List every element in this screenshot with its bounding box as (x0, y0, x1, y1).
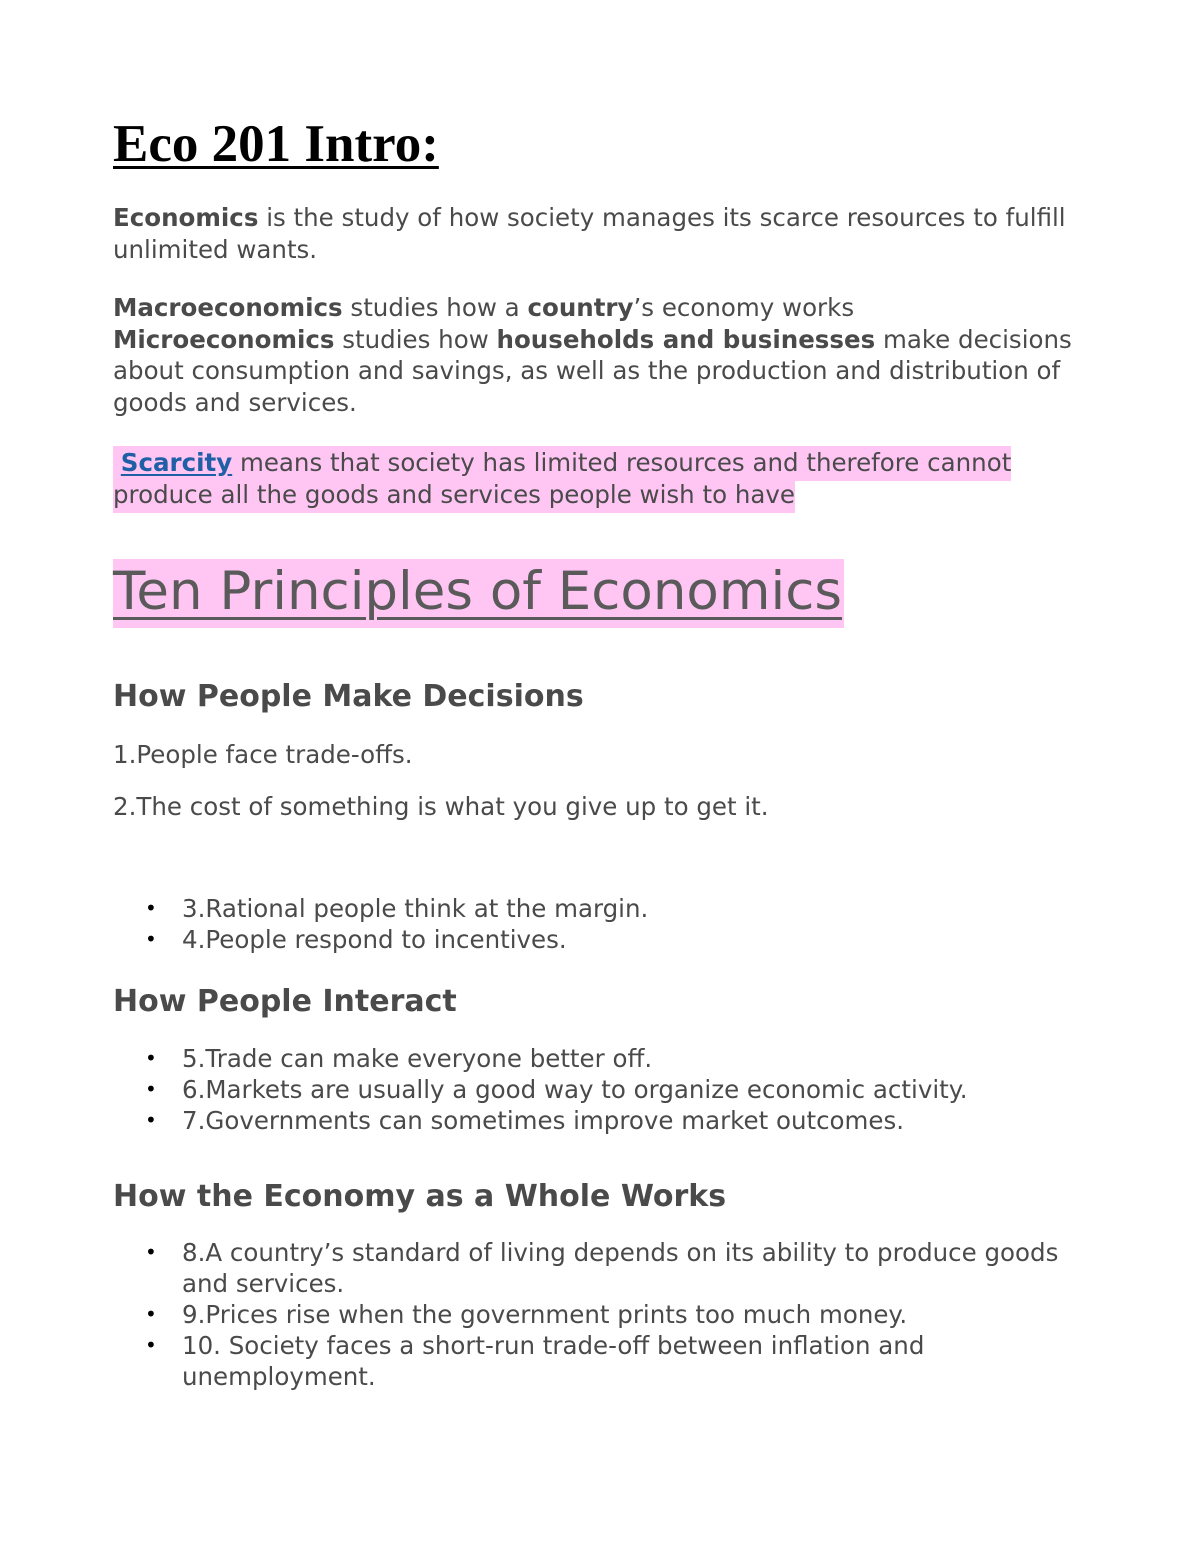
list-item (113, 1299, 1088, 1330)
scarcity-highlight (113, 446, 1011, 513)
bullet-icon: • (145, 927, 157, 951)
group-heading-decisions: How People Make Decisions (113, 679, 584, 714)
principle-2: 2.The cost of something is what you give up to get it. (113, 792, 769, 821)
section-title-text: Ten Principles of Economics (113, 559, 844, 628)
section-title (113, 558, 844, 626)
list-item (113, 924, 1088, 955)
list-item (113, 1237, 1088, 1299)
bullet-icon: • (145, 1077, 157, 1101)
micro-text-a: studies how (334, 324, 497, 354)
macro-micro-definitions (113, 292, 1088, 418)
principle-1: 1.People face trade-offs. (113, 740, 413, 769)
list-item (113, 1074, 1088, 1105)
country-term: country (527, 293, 634, 322)
principle-5: 5.Trade can make everyone better off. (182, 1044, 653, 1073)
principle-9: 9.Prices rise when the government prints too much money. (182, 1300, 908, 1329)
list-item (113, 893, 1088, 924)
bullet-icon: • (145, 1046, 157, 1070)
macro-text-a: studies how a (342, 293, 528, 322)
document-title: Eco 201 Intro: (113, 115, 439, 173)
group-heading-interact: How People Interact (113, 984, 457, 1019)
list-item (113, 1043, 1088, 1074)
principle-4: 4.People respond to incentives. (182, 925, 567, 954)
micro-text-b: make decisions about consumption and savings, as well as the production and distribution of goods and services. (113, 324, 1072, 417)
list-item (113, 1330, 1088, 1392)
economics-term: Economics (113, 203, 259, 232)
principle-7: 7.Governments can sometimes improve market outcomes. (182, 1106, 905, 1135)
scarcity-definition (113, 447, 1088, 510)
scarcity-link[interactable]: Scarcity (120, 448, 233, 477)
bullet-icon: • (145, 1302, 157, 1326)
decisions-bullet-list (113, 893, 1088, 955)
bullet-icon: • (145, 1240, 157, 1264)
macroeconomics-term: Macroeconomics (113, 293, 343, 322)
group-heading-economy: How the Economy as a Whole Works (113, 1179, 727, 1214)
interact-bullet-list (113, 1043, 1088, 1136)
principle-3: 3.Rational people think at the margin. (182, 894, 649, 923)
households-businesses-term: households and businesses (496, 324, 876, 354)
principle-10: 10. Society faces a short-run trade-off between inflation and unemployment. (182, 1331, 925, 1391)
principle-6: 6.Markets are usually a good way to organize economic activity. (182, 1075, 968, 1104)
macro-text-b: ’s economy works (633, 293, 855, 322)
economics-definition (113, 202, 1088, 265)
microeconomics-term: Microeconomics (113, 324, 335, 354)
principle-8: 8.A country’s standard of living depends on its ability to produce goods and services. (182, 1238, 1059, 1298)
bullet-icon: • (145, 1333, 157, 1357)
list-item (113, 1105, 1088, 1136)
scarcity-definition-text: means that society has limited resources and therefore cannot produce all the goods and services people wish to have (113, 448, 1012, 509)
economics-definition-text: is the study of how society manages its scarce resources to fulfill unlimited wants. (113, 203, 1066, 264)
economy-bullet-list (113, 1237, 1088, 1392)
bullet-icon: • (145, 1108, 157, 1132)
bullet-icon: • (145, 896, 157, 920)
